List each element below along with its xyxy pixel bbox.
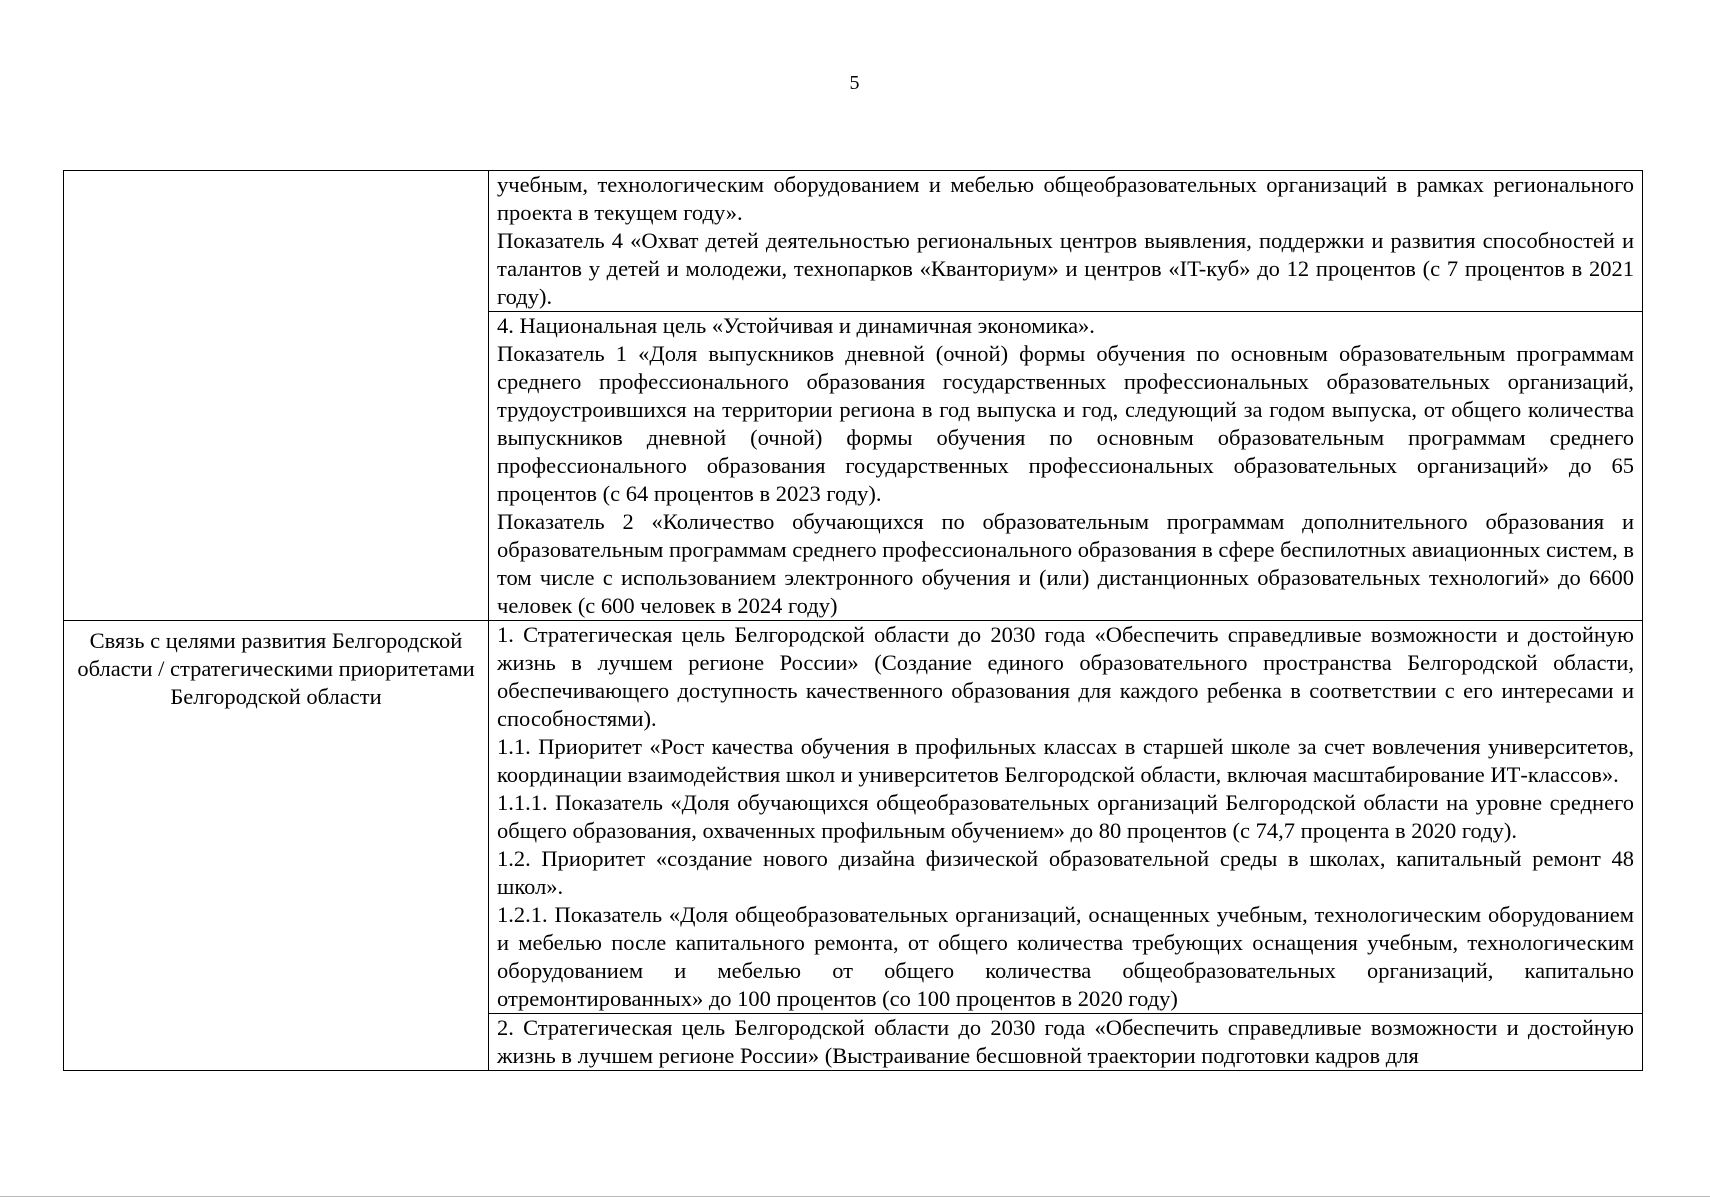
table-cell-right bbox=[489, 621, 1643, 1014]
paragraph: 1.1. Приоритет «Рост качества обучения в профильных классах в старшей школе за счет вовлечения университетов, координации взаимодействия школ и университетов Белгородской области, включая масштабирование ИТ-классов». bbox=[497, 734, 1634, 787]
paragraph: 4. Национальная цель «Устойчивая и динамичная экономика». bbox=[497, 313, 1095, 338]
table-row bbox=[64, 621, 1643, 1014]
table-cell-right bbox=[489, 1014, 1643, 1071]
paragraph: 1.2.1. Показатель «Доля общеобразовательных организаций, оснащенных учебным, технологическим оборудованием и мебелью после капитального ремонта, от общего количества требующих оснащения учебным, технологическим оборудованием и мебелью от общего количества общеобразовательных организаций, капитально отремонтированных» до 100 процентов (со 100 процентов в 2020 году) bbox=[497, 902, 1634, 1011]
table-cell-right bbox=[489, 171, 1643, 312]
paragraph: 1. Стратегическая цель Белгородской области до 2030 года «Обеспечить справедливые возможности и достойную жизнь в лучшем регионе России» (Создание единого образовательного пространства Белгородской области, обеспечивающего доступность качественного образования для каждого ребенка в соответствии с его интересами и способностями). bbox=[497, 622, 1634, 731]
table-cell-left-empty bbox=[64, 171, 489, 621]
paragraph: Показатель 1 «Доля выпускников дневной (очной) формы обучения по основным образовательным программам среднего профессионального образования государственных профессиональных образовательных организаций, трудоустроившихся на территории региона в год выпуска и год, следующий за годом выпуска, от общего количества выпускников дневной (очной) формы обучения по основным образовательным программам среднего профессионального образования государственных профессиональных образовательных организаций» до 65 процентов (с 64 процентов в 2023 году). bbox=[497, 341, 1634, 506]
passport-table bbox=[63, 170, 1643, 1071]
paragraph: 2. Стратегическая цель Белгородской области до 2030 года «Обеспечить справедливые возможности и достойную жизнь в лучшем регионе России» (Выстраивание бесшовной траектории подготовки кадров для bbox=[497, 1015, 1634, 1068]
paragraph: Показатель 4 «Охват детей деятельностью региональных центров выявления, поддержки и развития способностей и талантов у детей и молодежи, технопарков «Кванториум» и центров «IT-куб» до 12 процентов (с 7 процентов в 2021 году). bbox=[497, 228, 1634, 309]
paragraph: 1.2. Приоритет «создание нового дизайна физической образовательной среды в школах, капитальный ремонт 48 школ». bbox=[497, 846, 1634, 899]
table-cell-left-label: Связь с целями развития Белгородской области / стратегическими приоритетами Белгородской области bbox=[64, 621, 489, 1071]
page-number: 5 bbox=[849, 72, 861, 94]
paragraph: учебным, технологическим оборудованием и мебелью общеобразовательных организаций в рамках регионального проекта в текущем году». bbox=[497, 172, 1634, 225]
table-row bbox=[64, 171, 1643, 312]
paragraph: Показатель 2 «Количество обучающихся по образовательным программам дополнительного образования и образовательным программам среднего профессионального образования в сфере беспилотных авиационных систем, в том числе с использованием электронного обучения и (или) дистанционных образовательных технологий» до 6600 человек (с 600 человек в 2024 году) bbox=[497, 509, 1634, 618]
page-edge-line bbox=[0, 1196, 1710, 1197]
table-cell-right bbox=[489, 312, 1643, 621]
paragraph: 1.1.1. Показатель «Доля обучающихся общеобразовательных организаций Белгородской области на уровне среднего общего образования, охваченных профильным обучением» до 80 процентов (с 74,7 процента в 2020 году). bbox=[497, 790, 1634, 843]
